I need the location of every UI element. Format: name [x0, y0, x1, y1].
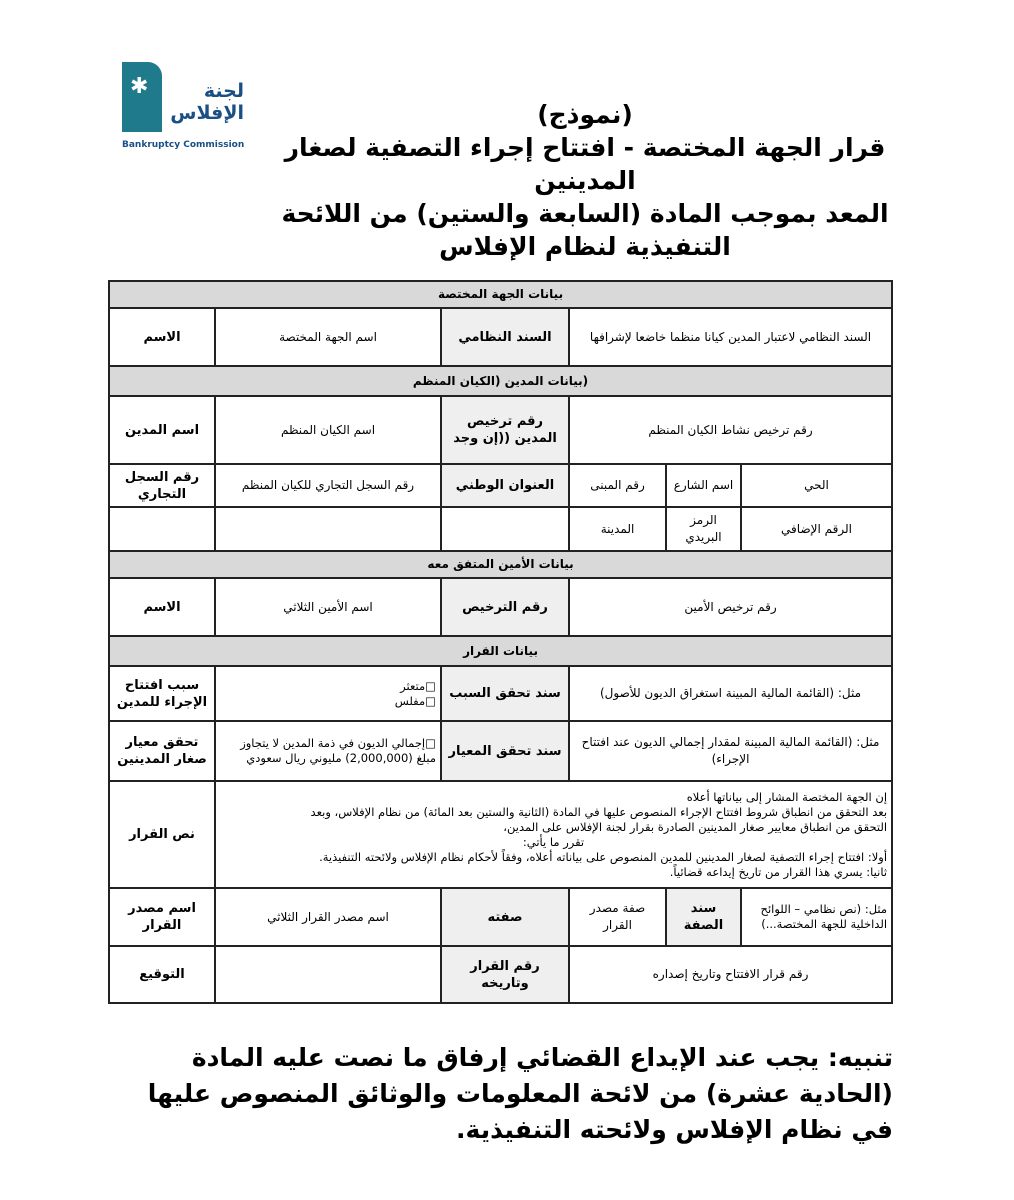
label-debtor-license: رقم ترخيص المدين ((إن وجد — [441, 396, 569, 464]
field-decision-number[interactable]: رقم قرار الافتتاح وتاريخ إصداره — [569, 946, 892, 1003]
filing-notice: تنبيه: يجب عند الإيداع القضائي إرفاق ما نصت عليه المادة (الحادية عشرة) من لائحة المعلومات والوثائق المنصوص عليها في نظام الإفلاس ولائحته التنفيذية. — [147, 1043, 893, 1144]
field-debtor-name[interactable]: اسم الكيان المنظم — [215, 396, 441, 464]
decision-text-line: إن الجهة المختصة المشار إلى بياناتها أعلاه — [686, 789, 888, 804]
section-header-decision: بيانات القرار — [109, 636, 892, 666]
field-legal-basis[interactable]: السند النظامي لاعتبار المدين كيانا منظما خاضعا لإشرافها — [569, 308, 892, 366]
field-decision-text[interactable] — [215, 781, 892, 888]
field-trustee-license[interactable]: رقم ترخيص الأمين — [569, 578, 892, 636]
section-header-trustee: بيانات الأمين المتفق معه — [109, 551, 892, 578]
label-small-debtor-criteria: تحقق معيار صغار المدينين — [109, 721, 215, 781]
decision-form-table — [108, 280, 893, 1004]
logo-ar-line1: لجنة — [203, 80, 244, 102]
label-authority-name: الاسم — [109, 308, 215, 366]
field-city[interactable]: المدينة — [569, 507, 666, 551]
field-debtor-license[interactable]: رقم ترخيص نشاط الكيان المنظم — [569, 396, 892, 464]
label-criteria-basis: سند تحقق المعيار — [441, 721, 569, 781]
field-additional-number[interactable]: الرقم الإضافي — [741, 507, 892, 551]
document-body — [108, 280, 891, 1148]
field-authority-name[interactable]: اسم الجهة المختصة — [215, 308, 441, 366]
label-legal-basis: السند النظامي — [441, 308, 569, 366]
title-line3: المعد بموجب المادة (السابعة والستين) من اللائحة التنفيذية لنظام الإفلاس — [281, 199, 889, 261]
field-street-name[interactable]: اسم الشارع — [666, 464, 741, 507]
label-capacity-basis: سند الصفة — [666, 888, 741, 946]
checkbox-bankrupt[interactable]: □مفلس — [394, 693, 436, 708]
label-opening-reason: سبب افتتاح الإجراء للمدين — [109, 666, 215, 721]
label-trustee-name: الاسم — [109, 578, 215, 636]
label-decision-text: نص القرار — [109, 781, 215, 888]
decision-text-line: التحقق من انطباق معايير صغار المدينين الصادرة بقرار لجنة الإفلاس على المدين، — [503, 819, 888, 834]
field-reason-basis[interactable]: مثل: (القائمة المالية المبينة استغراق الديون للأصول) — [569, 666, 892, 721]
field-trustee-name[interactable]: اسم الأمين الثلاثي — [215, 578, 441, 636]
label-trustee-license: رقم الترخيص — [441, 578, 569, 636]
empty-cell — [109, 507, 215, 551]
document-title — [270, 98, 900, 263]
field-postal-code[interactable]: الرمز البريدي — [666, 507, 741, 551]
field-district[interactable]: الحي — [741, 464, 892, 507]
empty-cell — [441, 507, 569, 551]
decision-text-line: بعد التحقق من انطباق شروط افتتاح الإجراء المنصوص عليها في المادة (الثانية والستين بعد المائة) من نظام الإفلاس، وبعد — [310, 804, 888, 819]
decision-text-line: ثانيا: يسري هذا القرار من تاريخ إيداعه قضائياً. — [669, 864, 888, 879]
field-opening-reason[interactable] — [215, 666, 441, 721]
decision-text-line: أولا: افتتاح إجراء التصفية لصغار المدينين للمدين المنصوص على بياناته أعلاه، وفقاً لأحكام نظام الإفلاس ولائحته التنفيذية. — [319, 849, 888, 864]
checkbox-debt-limit[interactable]: □إجمالي الديون في ذمة المدين لا يتجاوز مبلغ (2,000,000) مليوني ريال سعودي — [215, 721, 441, 781]
field-commercial-register[interactable]: رقم السجل التجاري للكيان المنظم — [215, 464, 441, 507]
label-commercial-register: رقم السجل التجاري — [109, 464, 215, 507]
empty-cell — [215, 507, 441, 551]
label-capacity: صفته — [441, 888, 569, 946]
label-debtor-name: اسم المدين — [109, 396, 215, 464]
field-issuer-name[interactable]: اسم مصدر القرار الثلاثي — [215, 888, 441, 946]
section-header-debtor: (بيانات المدين (الكيان المنظم — [109, 366, 892, 396]
logo-en: Bankruptcy Commission — [122, 140, 245, 150]
title-line2: قرار الجهة المختصة - افتتاح إجراء التصفية لصغار المدينين — [284, 133, 886, 195]
checkbox-distressed[interactable]: □متعثر — [400, 678, 436, 693]
label-signature: التوقيع — [109, 946, 215, 1003]
field-criteria-basis[interactable]: مثل: (القائمة المالية المبينة لمقدار إجمالي الديون عند افتتاح الإجراء) — [569, 721, 892, 781]
bankruptcy-commission-logo — [122, 60, 252, 155]
label-reason-basis: سند تحقق السبب — [441, 666, 569, 721]
palm-logo-icon: ✱ — [122, 62, 162, 132]
label-decision-number: رقم القرار وتاريخه — [441, 946, 569, 1003]
label-issuer-name: اسم مصدر القرار — [109, 888, 215, 946]
title-line1: (نموذج) — [537, 100, 633, 129]
logo-ar-line2: الإفلاس — [170, 102, 244, 124]
decision-text-line: تقرر ما يأتي: — [522, 834, 585, 849]
field-capacity-basis[interactable]: مثل: (نص نظامي – اللوائح الداخلية للجهة المختصة...) — [741, 888, 892, 946]
field-signature[interactable] — [215, 946, 441, 1003]
section-header-authority: بيانات الجهة المختصة — [109, 281, 892, 308]
label-national-address: العنوان الوطني — [441, 464, 569, 507]
field-building-number[interactable]: رقم المبنى — [569, 464, 666, 507]
field-capacity[interactable]: صفة مصدر القرار — [569, 888, 666, 946]
